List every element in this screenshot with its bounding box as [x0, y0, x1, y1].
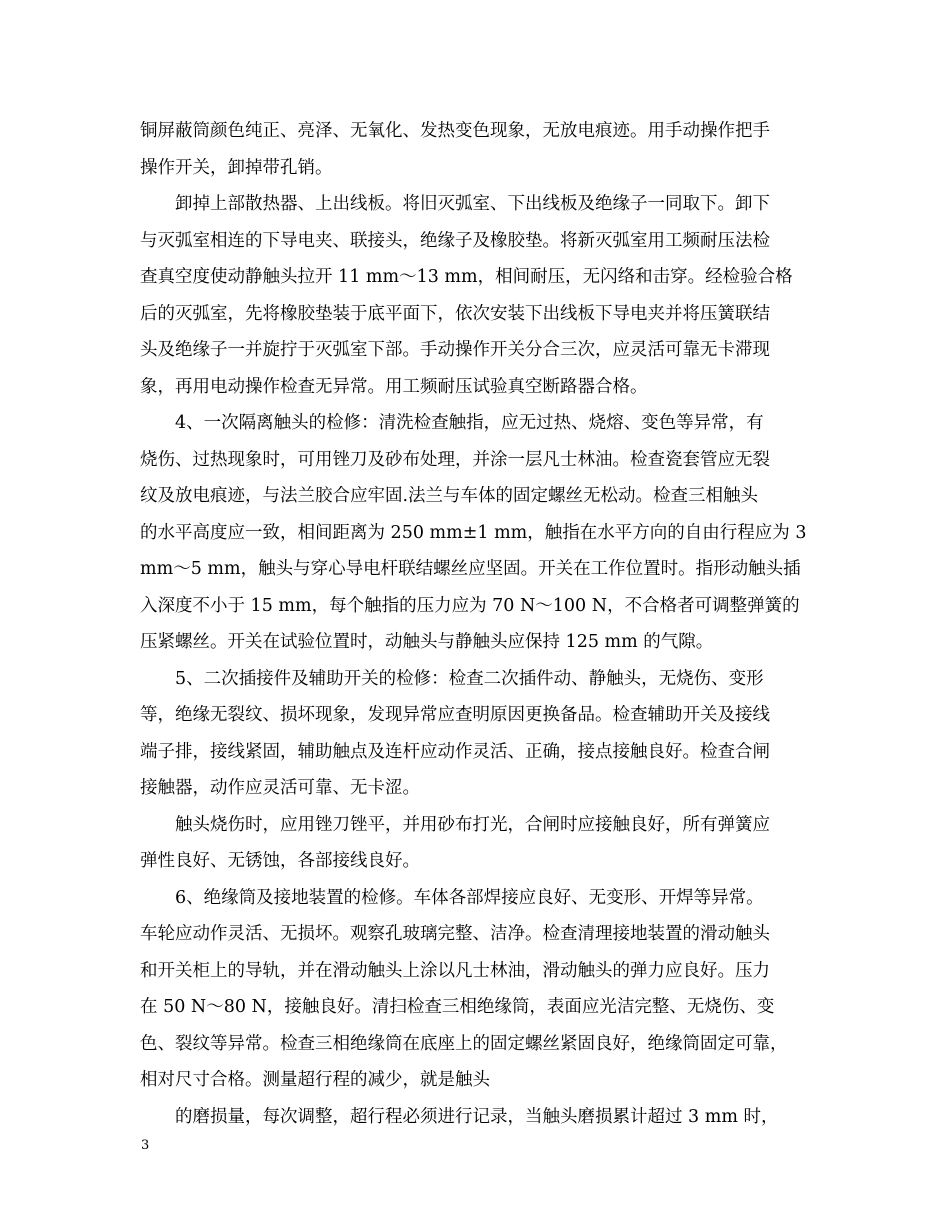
text-line: 触头烧伤时，应用锉刀锉平，并用砂布打光，合闸时应接触良好，所有弹簧应 — [175, 814, 770, 835]
text-line: 烧伤、过热现象时，可用锉刀及砂布处理，并涂一层凡士林油。检查瓷套管应无裂 — [140, 449, 770, 470]
text-line: 的水平高度应一致，相间距离为 250 mm±1 mm，触指在水平方向的自由行程应为 3 — [140, 522, 807, 543]
text-line: 和开关柜上的导轨，并在滑动触头上涂以凡士林油，滑动触头的弹力应良好。压力 — [140, 960, 770, 981]
text-line: 入深度不小于 15 mm，每个触指的压力应为 70 N～100 N，不合格者可调整弹簧的 — [140, 595, 800, 616]
text-line: 相对尺寸合格。测量超行程的减少，就是触头 — [140, 1070, 490, 1090]
text-line: mm～5 mm，触头与穿心导电杆联结螺丝应坚固。开关在工作位置时。指形动触头插 — [140, 559, 801, 579]
text-line: 弹性良好、无锈蚀，各部接线良好。 — [140, 851, 420, 871]
text-line: 色、裂纹等异常。检查三相绝缘筒在底座上的固定螺丝紧固良好，绝缘筒固定可靠， — [140, 1033, 788, 1054]
text-line: 与灭弧室相连的下导电夹、联接头，绝缘子及橡胶垫。将新灭弧室用工频耐压法检 — [140, 230, 770, 251]
text-line: 5、二次插接件及辅助开关的检修：检查二次插件动、静触头，无烧伤、变形 — [175, 668, 764, 689]
text-line: 头及绝缘子一并旋拧于灭弧室下部。手动操作开关分合三次，应灵活可靠无卡滞现 — [140, 340, 770, 360]
page-number: 3 — [141, 1138, 150, 1153]
text-line: 端子排，接线紧固，辅助触点及连杆应动作灵活、正确，接点接触良好。检查合闸 — [140, 741, 770, 762]
paragraph — [140, 186, 820, 405]
text-line: 操作开关，卸掉带孔销。 — [140, 157, 333, 178]
text-line: 接触器，动作应灵活可靠、无卡涩。 — [140, 778, 420, 798]
body-text — [140, 113, 820, 1135]
text-line: 车轮应动作灵活、无损坏。观察孔玻璃完整、洁净。检查清理接地装置的滑动触头 — [140, 924, 770, 944]
text-line: 6、绝缘筒及接地装置的检修。车体各部焊接应良好、无变形、开焊等异常。 — [175, 887, 764, 908]
paragraph — [140, 807, 820, 880]
text-line: 压紧螺丝。开关在试验位置时，动触头与静触头应保持 125 mm 的气隙。 — [140, 632, 714, 652]
text-line: 的磨损量，每次调整，超行程必须进行记录，当触头磨损累计超过 3 mm 时， — [175, 1106, 779, 1127]
text-line: 卸掉上部散热器、上出线板。将旧灭弧室、下出线板及绝缘子一同取下。卸下 — [175, 194, 770, 214]
paragraph — [140, 880, 820, 1099]
text-line: 后的灭弧室，先将橡胶垫装于底平面下，依次安装下出线板下导电夹并将压簧联结 — [140, 303, 770, 324]
text-line: 等，绝缘无裂纹、损坏现象，发现异常应查明原因更换备品。检查辅助开关及接线 — [140, 705, 770, 725]
text-line: 铜屏蔽筒颜色纯正、亮泽、无氧化、发热变色现象，无放电痕迹。用手动操作把手 — [140, 121, 770, 141]
paragraph — [140, 661, 820, 807]
text-line: 在 50 N～80 N，接触良好。清扫检查三相绝缘筒，表面应光洁完整、无烧伤、变 — [140, 997, 775, 1017]
text-line: 4、一次隔离触头的检修：清洗检查触指，应无过热、烧熔、变色等异常，有 — [175, 413, 764, 433]
paragraph — [140, 405, 820, 661]
text-line: 纹及放电痕迹，与法兰胶合应牢固.法兰与车体的固定螺丝无松动。检查三相触头 — [140, 486, 759, 506]
paragraph — [140, 113, 820, 186]
text-line: 查真空度使动静触头拉开 11 mm～13 mm，相间耐压，无闪络和击穿。经检验合格 — [140, 267, 793, 287]
paragraph — [140, 1099, 820, 1136]
text-line: 象，再用电动操作检查无异常。用工频耐压试验真空断路器合格。 — [140, 376, 648, 397]
